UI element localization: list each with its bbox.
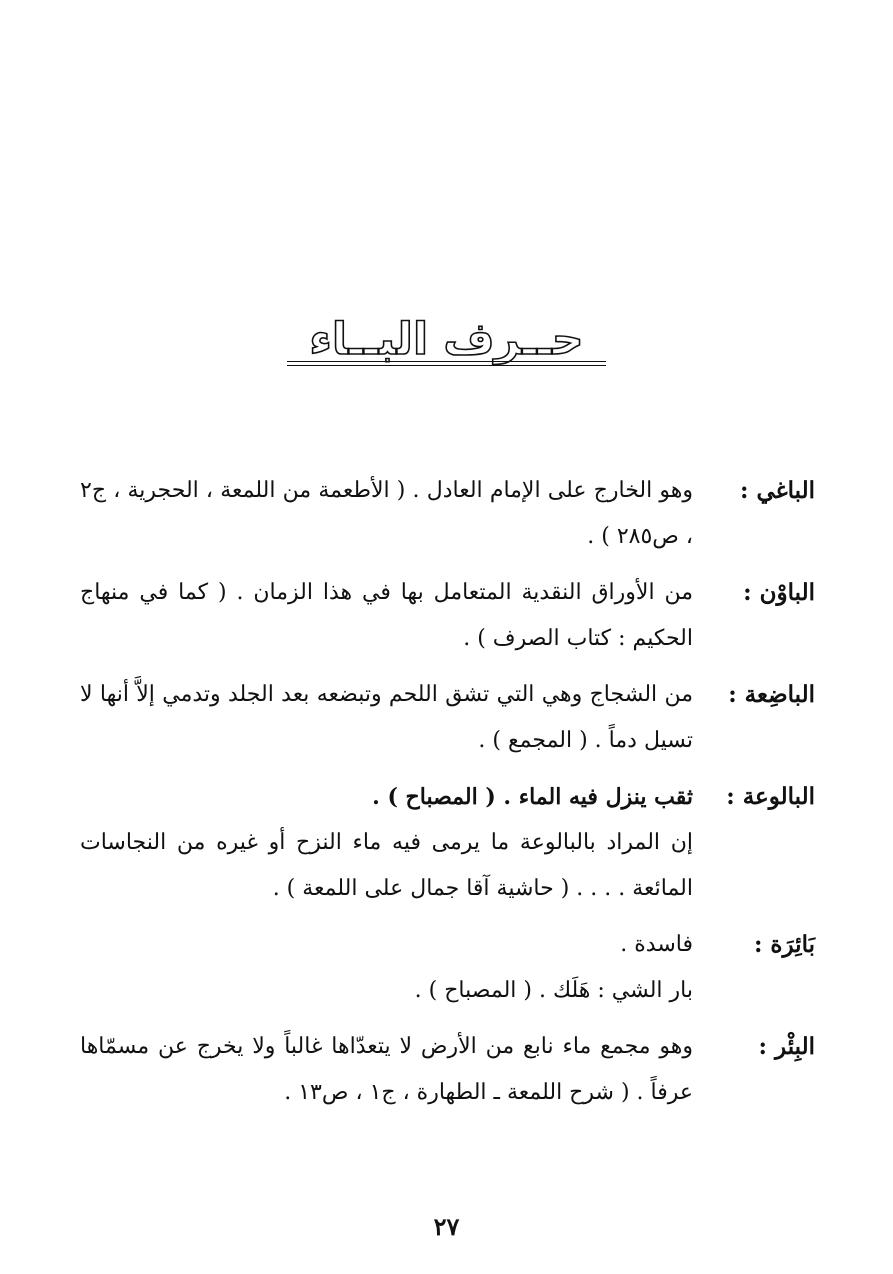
entry-definition: بار الشي : هَلَك . ( المصباح ) . [414,978,693,1003]
entry-definition: إن المراد بالبالوعة ما يرمى فيه ماء النزح أو غيره من النجاسات المائعة . . . . ( حاشية آقا جمال على اللمعة ) . [80,830,693,901]
entry-definitions [80,1024,693,1116]
entry-term: الباضِعة : [728,681,815,708]
entry-definitions [80,468,693,560]
glossary-entry [80,570,815,662]
entry-definition: فاسدة . [620,932,693,957]
entry-term: الباغي : [739,477,815,504]
entry-term: بَائِرَة : [753,931,815,958]
entry-definitions [80,922,693,1014]
section-heading [0,300,893,390]
entry-definition: وهو الخارج على الإمام العادل . ( الأطعمة من اللمعة ، الحجرية ، ج٢ ، ص٢٨٥ ) . [80,478,693,549]
entry-definition: ثقب ينزل فيه الماء . ( المصباح ) . [372,784,693,810]
entry-definition: وهو مجمع ماء نابع من الأرض لا يتعدّاها غالباً ولا يخرج عن مسمّاها عرفاً . ( شرح اللمعة ـ الطهارة ، ج١ ، ص١٣ . [80,1034,693,1105]
glossary-entries [80,468,815,1126]
glossary-entry [80,1024,815,1116]
glossary-entry [80,468,815,560]
heading-text: حــرف البــاء [283,318,609,372]
glossary-entry [80,922,815,1014]
glossary-entry [80,774,815,912]
entry-definition: من الأوراق النقدية المتعامل بها في هذا الزمان . ( كما في منهاج الحكيم : كتاب الصرف ) . [80,580,693,651]
entry-definitions [80,774,693,912]
entry-term: الباوْن : [743,579,815,606]
entry-term: البِئْر : [758,1033,815,1060]
entry-definitions [80,570,693,662]
entry-definitions [80,672,693,764]
glossary-entry [80,672,815,764]
entry-definition: من الشجاج وهي التي تشق اللحم وتبضعه بعد الجلد وتدمي إلاَّ أنها لا تسيل دماً . ( المجمع ) . [80,682,693,753]
entry-term: البالوعة : [726,783,815,810]
page-number: ٢٧ [433,1212,460,1241]
